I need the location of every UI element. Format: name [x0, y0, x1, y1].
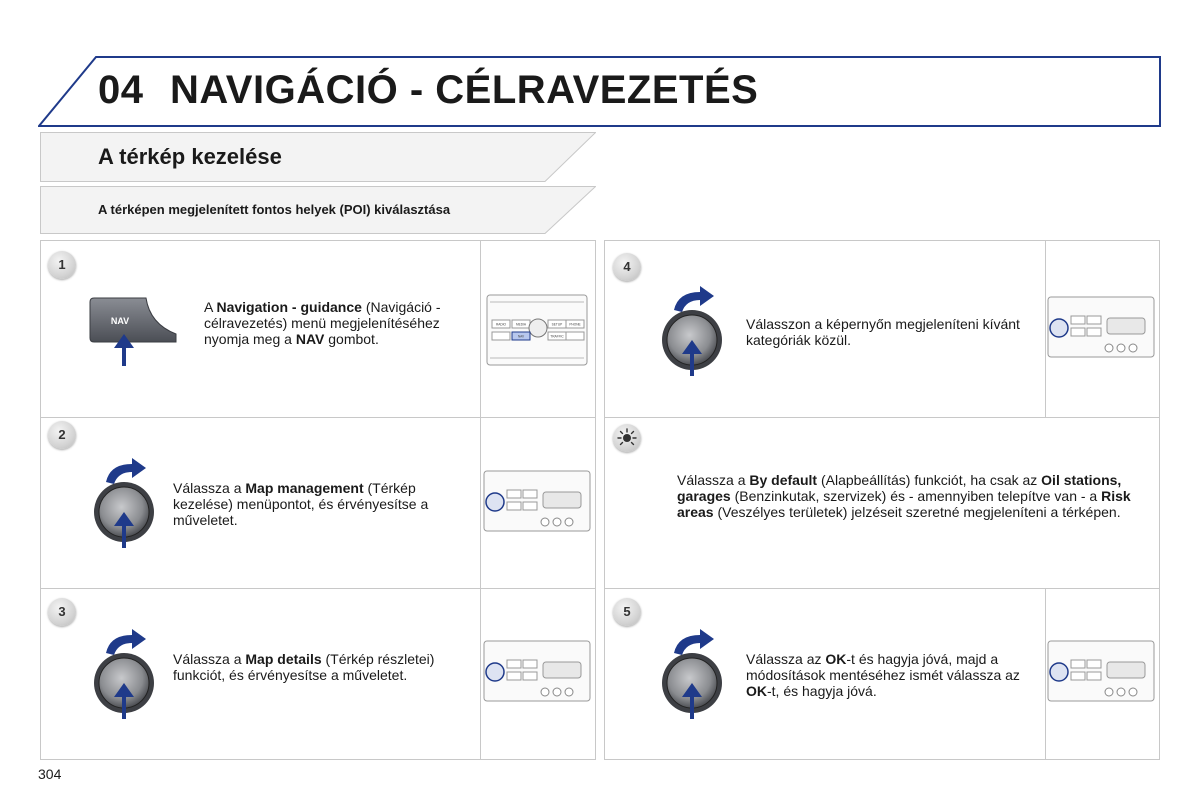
step-2-text-bold: Map management [245, 480, 364, 496]
step-5-badge: 5 [613, 598, 641, 626]
step-4-badge: 4 [613, 253, 641, 281]
section-title: A térkép kezelése [98, 144, 282, 169]
step-3-text-bold: Map details [245, 651, 322, 667]
rotary-knob-press-icon [660, 627, 724, 721]
control-panel-thumbnail [483, 640, 591, 702]
panel-label: SETUP [551, 322, 563, 327]
rotary-knob-press-icon [92, 627, 156, 721]
panel-label: NAV [517, 334, 525, 339]
subsection-title: A térképen megjelenített fontos helyek (POI) kiválasztása [98, 202, 451, 217]
control-panel-thumbnail [1047, 296, 1155, 358]
tip-text-part: (Alapbeállítás) funkciót, ha csak az [817, 472, 1042, 488]
tip-text-part: (Benzinkutak, szervizek) és - amennyiben telepítve van - a [730, 488, 1102, 504]
step-4-text-part: Válasszon a képernyőn megjeleníteni kívánt kategóriák közül. [746, 316, 1020, 348]
tip-text-bold: Risk areas [677, 488, 1131, 520]
tip-text-bold: Oil stations, garages [677, 472, 1122, 504]
step-5-text-part: -t és hagyja jóvá, majd a módosítások mentéséhez ismét válassza az [746, 651, 1020, 683]
tip-text [677, 472, 1137, 520]
step-3-text-part: Válassza a [173, 651, 246, 667]
panel-label: PHONE [569, 322, 581, 327]
step-4-text [746, 316, 1026, 348]
step-1-text-part: (Navigáció - célravezetés) menü megjelenítéséhez nyomja meg a [204, 299, 441, 347]
step-1-text-part: A [204, 299, 217, 315]
tip-text-part: Válassza a [677, 472, 750, 488]
step-1-badge: 1 [48, 251, 76, 279]
step-3-text [173, 651, 463, 683]
rotary-knob-press-icon [660, 284, 724, 378]
lightbulb-icon [613, 424, 641, 452]
step-5-text [746, 651, 1036, 699]
control-panel-thumbnail [1047, 640, 1155, 702]
radio-panel-thumbnail [486, 294, 588, 366]
page-number: 304 [38, 766, 62, 782]
step-5-text-bold: OK [825, 651, 847, 667]
step-3-text-part: (Térkép részletei) funkciót, és érvényesítse a műveletet. [173, 651, 435, 683]
step-2-text [173, 480, 463, 528]
panel-label: TRAFFIC [550, 334, 564, 339]
step-5-text-part: Válassza az [746, 651, 826, 667]
nav-button-label: NAV [110, 316, 130, 326]
chapter-title: NAVIGÁCIÓ - CÉLRAVEZETÉS [170, 68, 759, 112]
step-5-text-part: -t, és hagyja jóvá. [767, 683, 877, 699]
step-1-text-bold: NAV [295, 331, 325, 347]
step-1-text-part: gombot. [324, 331, 379, 347]
rotary-knob-press-icon [92, 456, 156, 550]
panel-label: RADIO [495, 322, 507, 327]
step-5-text-bold: OK [746, 683, 767, 699]
chapter-number: 04 [98, 68, 144, 112]
control-panel-thumbnail [483, 470, 591, 532]
step-2-text-part: Válassza a [173, 480, 246, 496]
step-2-badge: 2 [48, 421, 76, 449]
tip-badge [613, 424, 641, 452]
nav-button-illustration [88, 296, 180, 368]
step-1-text [204, 299, 469, 347]
step-2-text-part: (Térkép kezelése) menüpontot, és érvényesítse a műveletet. [173, 480, 429, 528]
step-3-badge: 3 [48, 598, 76, 626]
tip-text-bold: By default [749, 472, 818, 488]
step-1-text-bold: Navigation - guidance [216, 299, 362, 315]
tip-text-part: (Veszélyes területek) jelzéseit szeretné megjeleníteni a térképen. [713, 504, 1121, 520]
panel-label: MEDIA [515, 322, 527, 327]
